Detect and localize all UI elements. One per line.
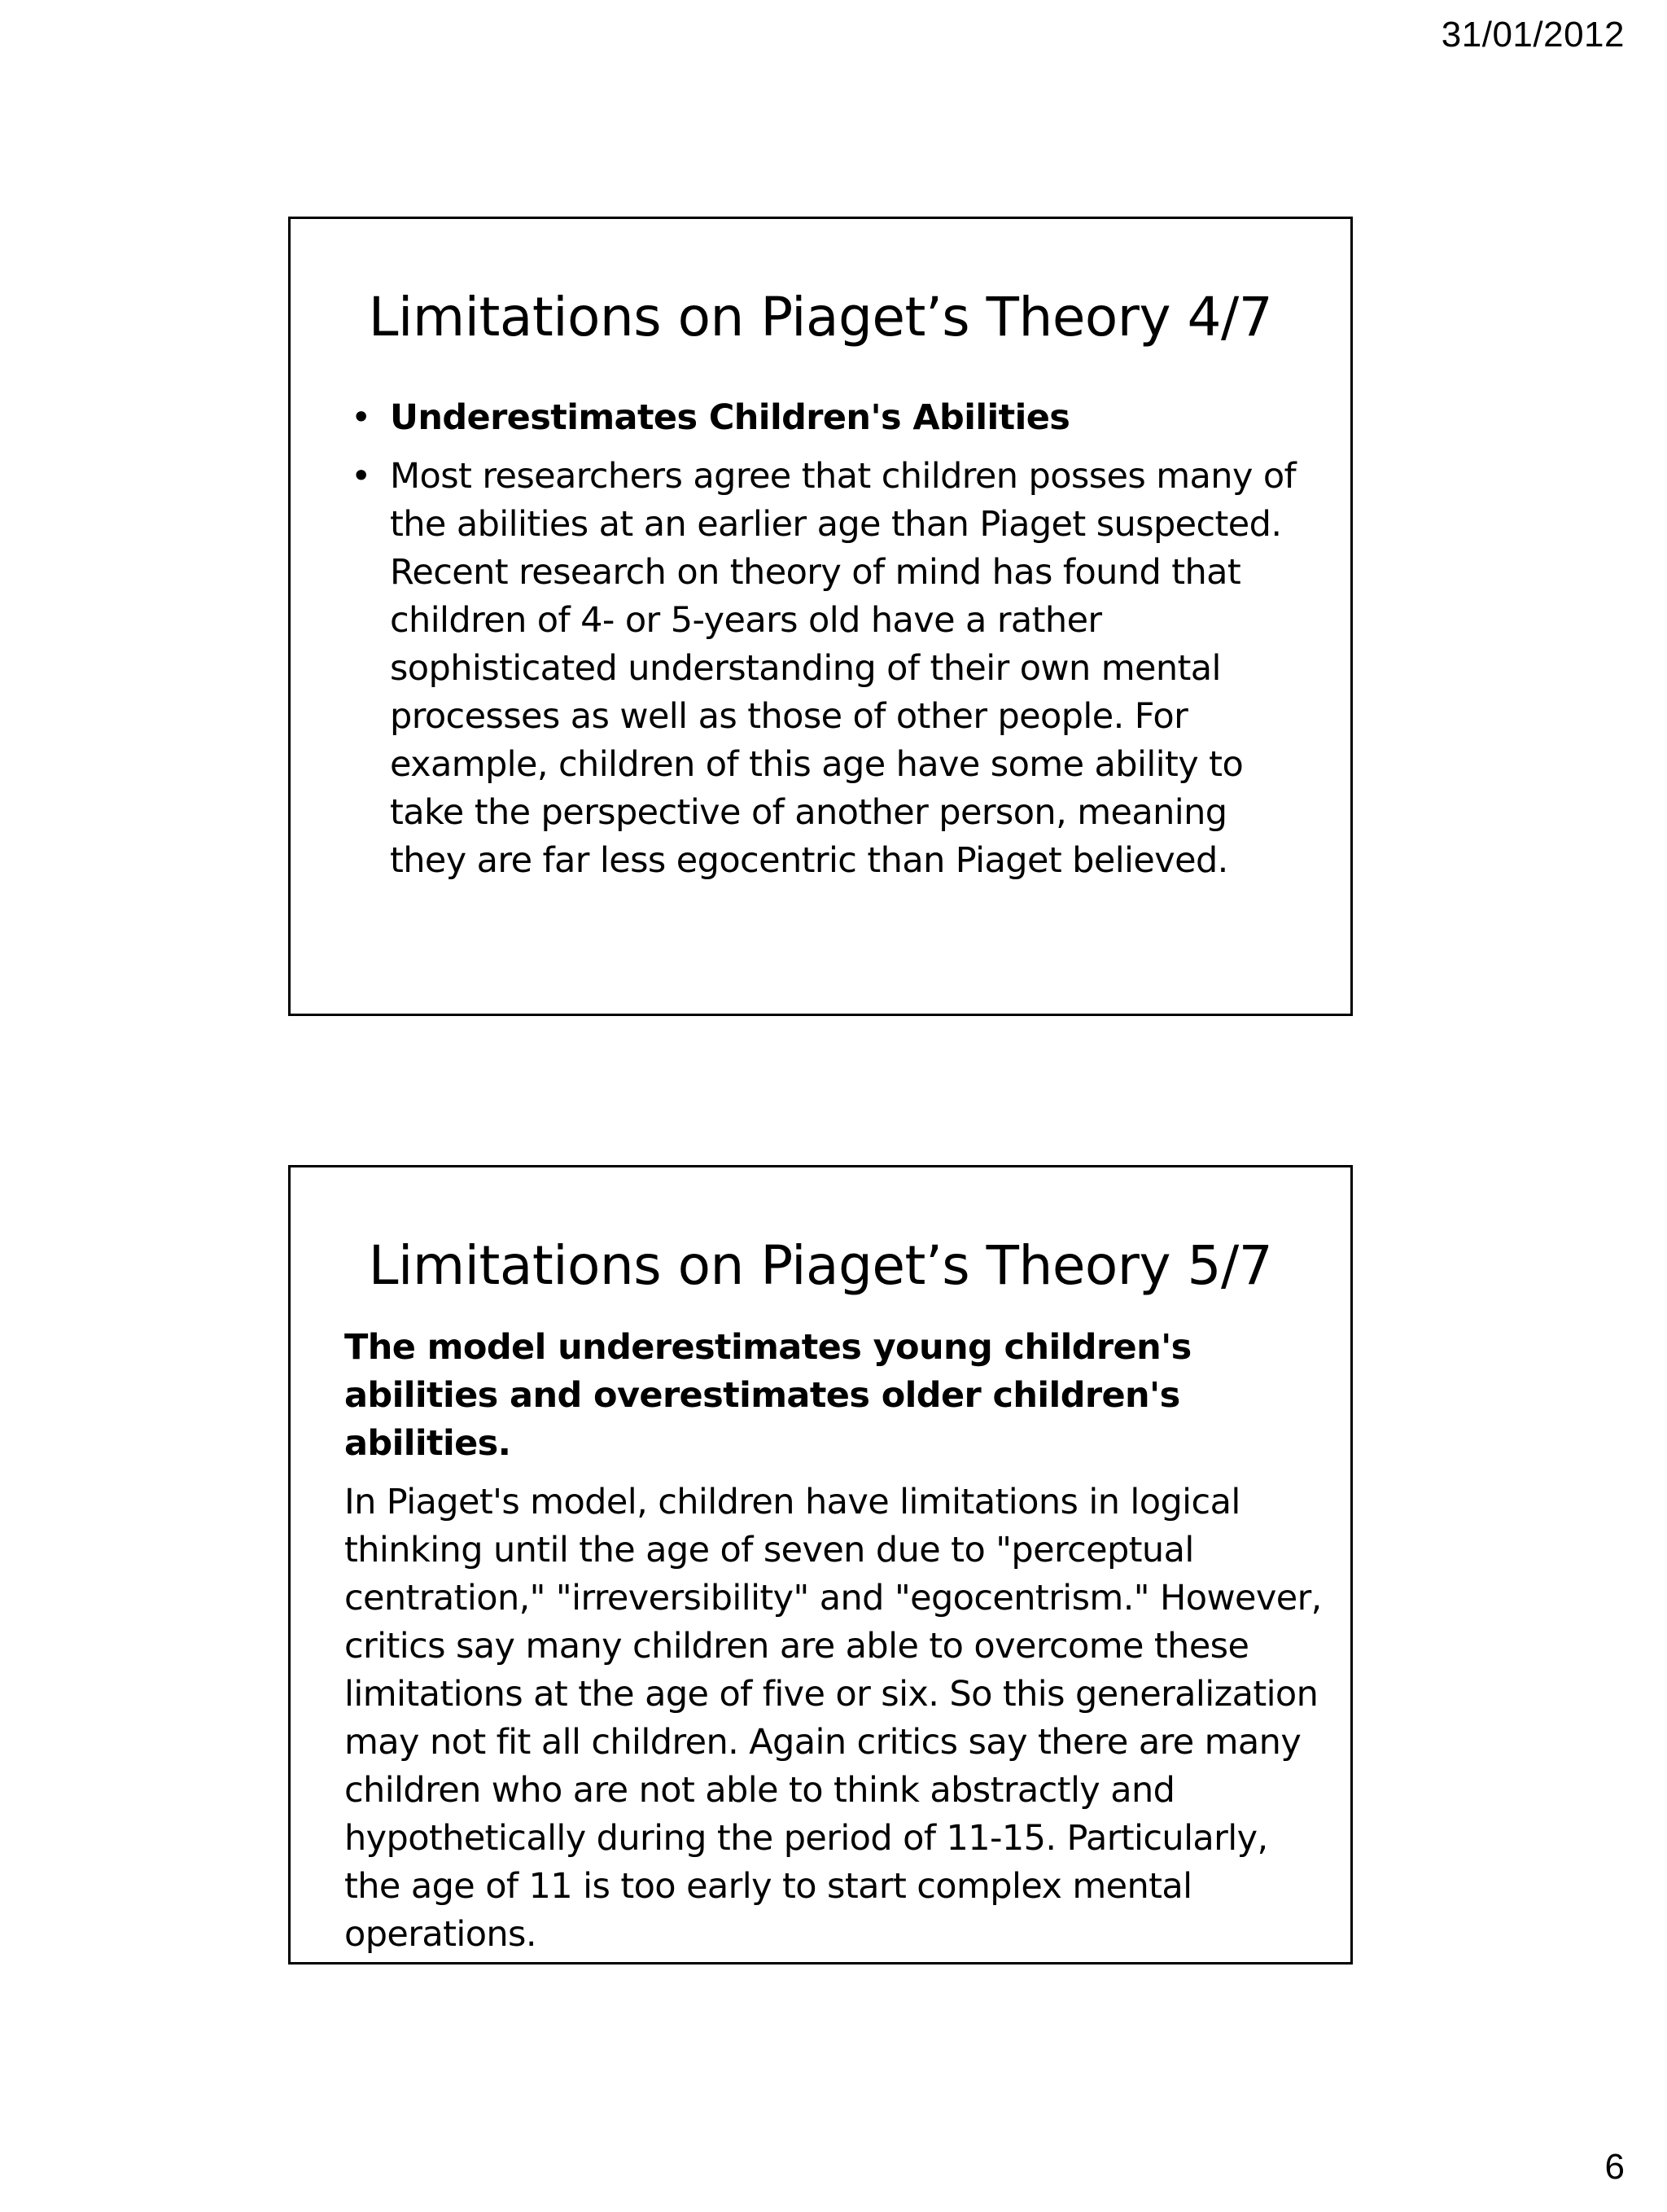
slide-limitations-5-of-7: [288, 1165, 1353, 1965]
slide-title: Limitations on Piaget’s Theory 4/7: [368, 286, 1273, 348]
page-number: 6: [1604, 2147, 1625, 2187]
bullet-item: [348, 394, 1302, 442]
slide-body: [344, 1324, 1326, 1959]
slide-title: Limitations on Piaget’s Theory 5/7: [368, 1234, 1273, 1297]
bullet-marker: •: [351, 456, 371, 497]
slide-paragraph: In Piaget's model, children have limitations in logical thinking until the age of seven due to "perceptual centration," "irreversibility" and "egocentrism." However, critics say many children are able to overcome these limitations at the age of five or six. So this generalization may not fit all children. Again critics say there are many children who are not able to think abstractly and hypothetically during the period of 11-15. Particularly, the age of 11 is too early to start complex mental operations.: [344, 1482, 1322, 1955]
bullet-heading-text: Underestimates Children's Abilities: [390, 397, 1070, 438]
bullet-item: [348, 453, 1302, 885]
slide-heading-text: The model underestimates young children's abilities and overestimates older children's abilities.: [344, 1327, 1192, 1464]
bullet-list: [348, 394, 1302, 896]
page-date: 31/01/2012: [1441, 15, 1625, 55]
bullet-body-text: Most researchers agree that children posses many of the abilities at an earlier age than Piaget suspected. Recent research on theory of mind has found that children of 4- or 5-years old have a rather sophisticated understanding of their own mental processes as well as those of other people. For example, children of this age have some ability to take the perspective of another person, meaning they are far less egocentric than Piaget believed.: [390, 456, 1297, 881]
slide-limitations-4-of-7: [288, 217, 1353, 1016]
bullet-marker: •: [351, 397, 371, 438]
